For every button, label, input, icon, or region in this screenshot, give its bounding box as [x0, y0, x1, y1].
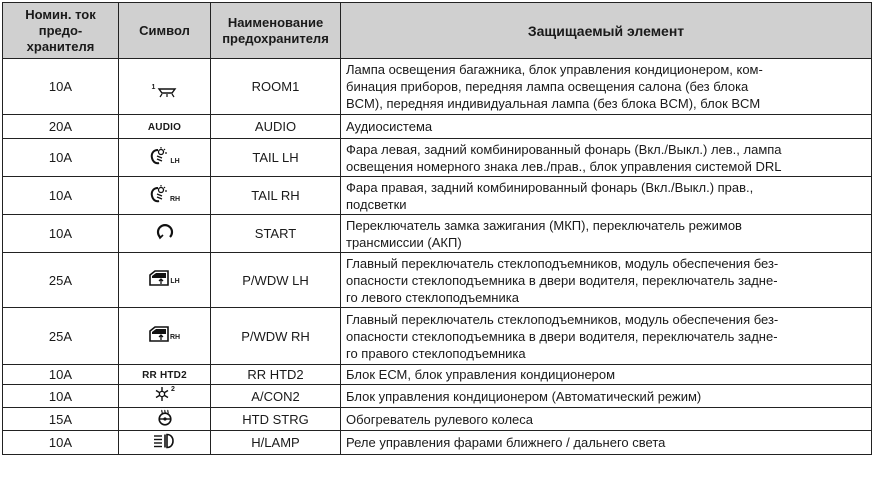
- element-line: подсветки: [346, 196, 407, 212]
- rating-cell: 10A: [3, 365, 119, 385]
- element-cell: [341, 365, 872, 385]
- side-label: LH: [170, 157, 180, 165]
- header-symbol: Символ: [119, 3, 211, 59]
- fuse-name-cell: RR HTD2: [211, 365, 341, 385]
- table-row: [3, 385, 872, 408]
- rating-cell: 10A: [3, 59, 119, 115]
- table-row: [3, 365, 872, 385]
- rating-cell: 10A: [3, 177, 119, 215]
- element-line: Реле управления фарами ближнего / дальнего света: [346, 435, 666, 450]
- element-cell: [341, 139, 872, 177]
- element-cell: [341, 308, 872, 365]
- audio-symbol-label: AUDIO: [147, 122, 182, 133]
- table-row: [3, 408, 872, 431]
- rating-cell: 10A: [3, 431, 119, 455]
- element-cell: [341, 385, 872, 408]
- table-row: [3, 431, 872, 455]
- table-row: [3, 177, 872, 215]
- element-line: BCM), передняя индивидуальная лампа (без блока BCM), блок BCM: [346, 96, 761, 111]
- table-row: [3, 308, 872, 365]
- element-line: Лампа освещения багажника, блок управления кондиционером, ком-: [346, 62, 763, 77]
- headlamp-icon: [153, 433, 177, 449]
- element-line: Главный переключатель стеклоподъемников, модуль обеспечения без-: [346, 311, 779, 327]
- ac-index: 2: [171, 386, 175, 393]
- rating-cell: 25A: [3, 308, 119, 365]
- element-line: бинация приборов, передняя лампа освещения салона (без блока: [346, 79, 749, 94]
- rating-cell: 10A: [3, 215, 119, 253]
- start-icon: [155, 222, 175, 242]
- power-window-icon: [149, 326, 180, 342]
- element-cell: [341, 115, 872, 139]
- table-row: [3, 115, 872, 139]
- fuse-name-cell: P/WDW LH: [211, 253, 341, 308]
- element-line: Фара левая, задний комбинированный фонарь (Вкл./Выкл.) лев., лампа: [346, 141, 782, 157]
- tail-lamp-icon: [149, 184, 180, 204]
- fuse-name-cell: A/CON2: [211, 385, 341, 408]
- table-row: [3, 59, 872, 115]
- fuse-name-cell: HTD STRG: [211, 408, 341, 431]
- element-line: го левого стеклоподъемника: [346, 289, 519, 305]
- side-label: LH: [170, 278, 180, 285]
- rating-cell: 20A: [3, 115, 119, 139]
- room-lamp-icon: [151, 84, 179, 98]
- fuse-name-cell: TAIL RH: [211, 177, 341, 215]
- fuse-name-cell: TAIL LH: [211, 139, 341, 177]
- header-row: [3, 3, 872, 59]
- tail-lamp-icon: [149, 146, 179, 166]
- steering-heater-icon: [157, 409, 173, 426]
- room-lamp-index: 1: [151, 83, 156, 91]
- rating-cell: 10A: [3, 385, 119, 408]
- fuse-name-cell: START: [211, 215, 341, 253]
- rating-cell: 10A: [3, 139, 119, 177]
- power-window-icon: [149, 270, 179, 286]
- element-cell: [341, 215, 872, 253]
- side-label: RH: [169, 195, 181, 203]
- element-line: Аудиосистема: [346, 119, 433, 134]
- element-line: опасности стеклоподъемника в двери водителя, переключатель задне-: [346, 272, 778, 288]
- element-line: опасности стеклоподъемника в двери водителя, переключатель задне-: [346, 328, 778, 344]
- header-rating: Номин. ток предо-хранителя: [3, 3, 119, 59]
- element-line: трансмиссии (АКП): [346, 234, 462, 250]
- fuse-name-cell: P/WDW RH: [211, 308, 341, 365]
- side-label: RH: [169, 334, 181, 341]
- element-line: Блок ЕСМ, блок управления кондиционером: [346, 367, 616, 382]
- element-cell: [341, 431, 872, 455]
- rating-cell: 25A: [3, 253, 119, 308]
- element-line: Блок управления кондиционером (Автоматический режим): [346, 388, 702, 404]
- element-line: освещения номерного знака лев./прав., блок управления системой DRL: [346, 158, 782, 174]
- element-cell: [341, 177, 872, 215]
- header-element: Защищаемый элемент: [341, 3, 872, 59]
- element-cell: [341, 408, 872, 431]
- header-name: Наименование предохранителя: [211, 3, 341, 59]
- table-row: [3, 215, 872, 253]
- element-line: го правого стеклоподъемника: [346, 345, 526, 361]
- table-row: [3, 139, 872, 177]
- element-cell: [341, 59, 872, 115]
- element-line: Переключатель замка зажигания (МКП), переключатель режимов: [346, 217, 742, 233]
- fuse-table: [2, 2, 872, 455]
- rr-htd2-symbol-label: RR HTD2: [142, 370, 187, 381]
- rating-cell: 15A: [3, 408, 119, 431]
- table-row: [3, 253, 872, 308]
- fuse-name-cell: H/LAMP: [211, 431, 341, 455]
- element-line: Фара правая, задний комбинированный фонарь (Вкл./Выкл.) прав.,: [346, 179, 754, 195]
- fuse-name-cell: AUDIO: [211, 115, 341, 139]
- element-cell: [341, 253, 872, 308]
- ac-icon: [154, 386, 175, 402]
- fuse-name-cell: ROOM1: [211, 59, 341, 115]
- element-line: Главный переключатель стеклоподъемников, модуль обеспечения без-: [346, 255, 779, 271]
- element-line: Обогреватель рулевого колеса: [346, 411, 533, 427]
